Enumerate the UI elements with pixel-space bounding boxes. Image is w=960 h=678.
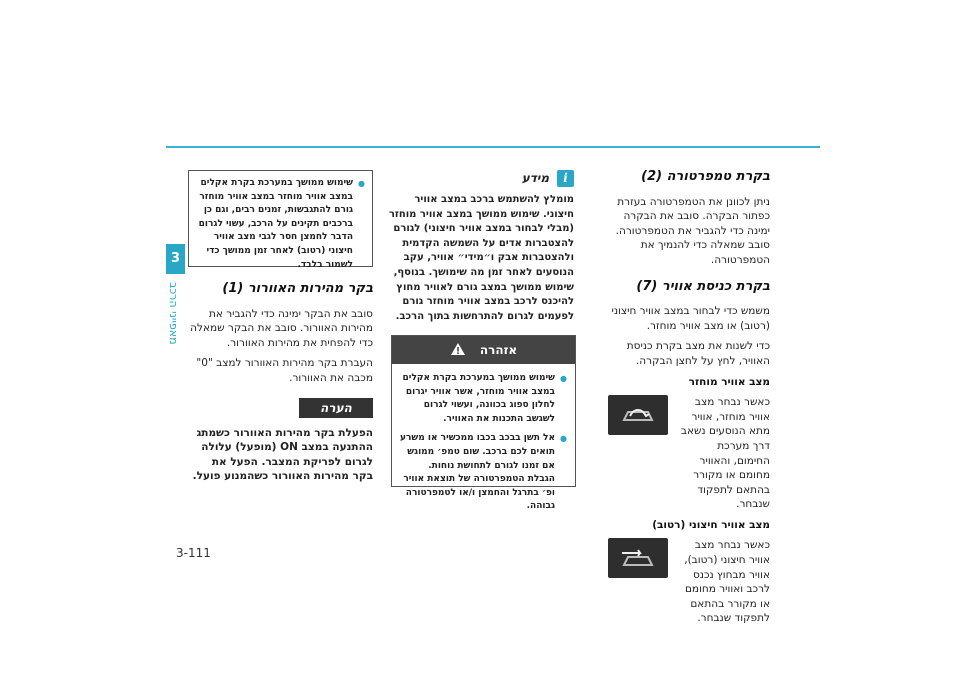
note-box	[188, 170, 373, 270]
info-text: מומלץ להשתמש ברכב במצב אוויר חיצוני. שימוש ממושך במצב אוויר מוחזר (מבלי לבחור במצב אוויר חיצוני) לגורם להצטברות אדים על השמשה הקדמית ולהצטברות אבק ו״מידי״ אוויר, עקב הנוסעים לאחר זמן מה שימושך. בנוסף, שימוש ממושך במצב גורם לאוויר מחוץ להיכנס לרכב במצב אוויר מוחזר גורם לפעמים לגרום להתרחשות בתוך הרכב.	[388, 194, 574, 322]
info-title: מידע	[521, 171, 549, 186]
temperature-heading: בקרת טמפרטורה (2)	[641, 169, 770, 184]
fan-speed-off-text: העברת בקר מהירות האוורור למצב "0" מכבה את האוורור.	[196, 357, 373, 384]
warning-item-2: ● אל תשן בבכב בכבו ממכשיר או משרע תואים לכם ברכב. שום טמפ׳ ממוגש אם זמנו לגורם לתחושת נוחות. הגבלת הטמפרטורה של תוצאת אוויר ופ׳ בתרגל והחמצן ו/או לטמפרטורה גבוהה.	[400, 432, 567, 514]
temperature-text: ניתן לכוונן את הטמפרטורה בעזרת כפתור הבקרה. סובב את הבקרה ימינה כדי להגביר את הטמפרטורה. סובב שמאלה כדי להנמיך את הטמפרטורה.	[615, 195, 770, 266]
warning-header	[392, 336, 575, 364]
recirculation-subheading: מצב אוויר מוחזר	[688, 375, 770, 388]
fan-speed-heading: בקר מהירות האוורור (1)	[222, 281, 373, 296]
note-item: ● שימוש ממושך במערכת בקרת אקלים במצב אוויר מוחזר במצב אוויר מוחזר גורם להתגבשות, זמנים רבים, וגם כן ברכבים תקינים על הרכב, עשוי לגרום הדבר לחמצן חסר לגבי מצב אוויר חיצוני (רטוב) לאחר זמן ממושך כדי לשמור בלבד.	[196, 177, 365, 272]
fresh-air-text: כאשר נבחר מצב אוויר חיצוני (רטוב), אוויר מבחוץ נכנס לרכב ואוויר מחומם או מקורר בהתאם לתפקוד שנבחר.	[684, 539, 770, 625]
column-info	[382, 170, 574, 330]
caution-text: הפעלת בקר מהירות האוורור כשמתג ההתנעה במצב ON (מופעל) עלולה לגרום לפריקת המצבר. הפעל את בקר מהירות האוורור כשהמנוע פועל.	[192, 426, 373, 483]
fresh-air-icon	[608, 538, 668, 578]
warning-item-1: ● שימוש ממושך במערכת בקרת אקלים במצב אוויר מוחזר, אשר אוויר יגרום לחלון ספוג בכוונה, ועשוי לגרום לשגשב התכנות את האוויר.	[400, 372, 567, 426]
warning-title: אזהרה	[479, 343, 518, 357]
air-intake-change-text: כדי לשנות את מצב בקרת כניסת האוויר, לחץ על לחצן הבקרה.	[626, 340, 770, 367]
caution-title: הערה	[299, 398, 373, 418]
fresh-air-subheading: מצב אוויר חיצוני (רטוב)	[652, 518, 770, 531]
top-rule	[166, 146, 820, 148]
chapter-number: 3	[166, 244, 185, 274]
recirculation-figure	[608, 395, 770, 512]
air-intake-heading: בקרת כניסת אוויר (7)	[636, 278, 770, 294]
warning-box	[391, 335, 576, 512]
recirculation-icon	[608, 395, 668, 435]
warning-triangle-icon	[450, 342, 466, 359]
fan-speed-text: סובב את הבקר ימינה כדי להגביר את מהירות האוורור. סובב את הבקר שמאלה כדי להפחית את מהירות האוורור.	[190, 307, 373, 349]
page-number: 3-111	[176, 546, 211, 560]
column-temperature	[608, 170, 770, 632]
info-header	[382, 170, 574, 187]
recirculation-text: כאשר נבחר מצב אוויר מוחזר, אוויר מתא הנוסעים נשאב דרך מערכת החימום, והאוויר מחומם או מקורר בהתאם לתפקוד שנבחר.	[680, 396, 770, 511]
warning-body	[392, 364, 575, 524]
chapter-title: מאפייני הרכב	[167, 282, 180, 345]
fresh-air-figure	[608, 538, 770, 626]
air-intake-text: משמש כדי לבחור במצב אוויר חיצוני (רטוב) או מצב אוויר מוחזר.	[611, 305, 770, 332]
info-icon: i	[557, 170, 574, 187]
column-fan-speed	[188, 282, 373, 490]
